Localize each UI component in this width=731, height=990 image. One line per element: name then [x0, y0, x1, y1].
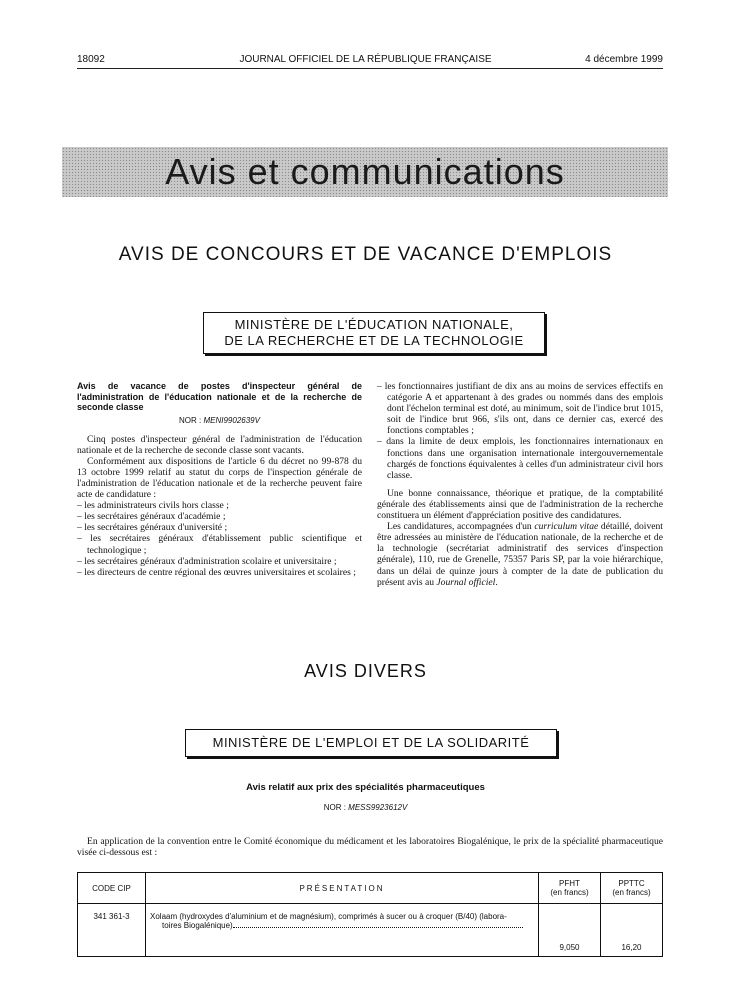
ministry-box-emploi	[185, 729, 557, 757]
list-item: – les secrétaires généraux d'établissement public scientifique et technologique ;	[77, 533, 362, 555]
pharma-intro: En application de la convention entre le Comité économique du médicament et les laboratoires Biogalénique, le prix de la spécialité pharmaceutique visée ci-dessous est :	[77, 836, 663, 858]
notice-paragraph-4: Les candidatures, accompagnées d'un curriculum vitae détaillé, doivent être adressées au ministère de l'éducation nationale, de la recherche et de la technologie (secrétariat administratif des services d'inspection générale), 110, rue de Grenelle, 75357 Paris SP, par la voie hiérarchique, dans un délai de quinze jours à compter de la date de publication du présent avis au Journal officiel.	[377, 521, 663, 588]
candidate-list-right	[377, 381, 663, 481]
section-title-divers: AVIS DIVERS	[304, 661, 427, 681]
notice-left-column	[77, 381, 362, 578]
list-item: – les fonctionnaires justifiant de dix ans au moins de services effectifs en catégorie A et appartenant à des grades ou nommés dans des emplois dont l'échelon terminal est doté, au minimum, soit de l'indice brut 1015, soit de l'indice brut 966, s'ils ont, dans ce dernier cas, exercé des fonctions comptables ;	[377, 381, 663, 436]
notice-nor: NOR : MENI9902639V	[179, 415, 260, 425]
cell-pfht: 9,050	[539, 904, 601, 957]
issue-date: 4 décembre 1999	[585, 54, 663, 65]
notice-paragraph-3: Une bonne connaissance, théorique et pratique, de la comptabilité générale des établissements ainsi que de l'administration de la recherche constituera un élément d'appréciation positive des candidatures.	[377, 487, 663, 522]
list-item: – les directeurs de centre régional des œuvres universitaires et scolaires ;	[77, 567, 362, 578]
header-rule	[77, 68, 663, 69]
ministry-name: MINISTÈRE DE L'EMPLOI ET DE LA SOLIDARITÉ	[212, 735, 530, 750]
candidate-list-left	[77, 500, 362, 578]
section-banner	[62, 147, 668, 197]
list-item: – dans la limite de deux emplois, les fonctionnaires internationaux en fonctions dans une organisation internationale intergouvernementale chargés de fonctions équivalentes à celles d'un administrateur civil hors classe.	[377, 436, 663, 480]
header-presentation: PRÉSENTATION	[146, 873, 539, 904]
list-item: – les administrateurs civils hors classe ;	[77, 500, 362, 511]
section-title-concours: AVIS DE CONCOURS ET DE VACANCE D'EMPLOIS	[118, 244, 613, 265]
price-table	[77, 872, 663, 957]
pharma-nor: NOR : MESS9923612V	[323, 803, 408, 812]
table-header-row	[78, 873, 663, 904]
header-code: CODE CIP	[78, 873, 146, 904]
header-pfht: PFHT (en francs)	[539, 873, 601, 904]
notice-paragraph-1: Cinq postes d'inspecteur général de l'administration de l'éducation nationale et de la recherche de seconde classe sont vacants.	[77, 433, 362, 456]
ministry-line-2: DE LA RECHERCHE ET DE LA TECHNOLOGIE	[224, 333, 524, 348]
notice-paragraph-2: Conformément aux dispositions de l'article 6 du décret no 99-878 du 13 octobre 1999 relatif au statut du corps de l'inspection générale de l'administration de l'éducation nationale et de la recherche peuvent faire acte de candidature :	[77, 455, 362, 501]
cell-code: 341 361-3	[78, 904, 146, 957]
list-item: – les secrétaires généraux d'université ;	[77, 522, 362, 533]
cell-ppttc: 16,20	[601, 904, 663, 957]
notice-right-column	[377, 381, 663, 588]
pharma-nor-code: MESS9923612V	[348, 803, 408, 812]
ministry-box-education	[203, 312, 545, 354]
notice-nor-code: MENI9902639V	[203, 415, 260, 425]
banner-title: Avis et communications	[165, 151, 565, 192]
leader-dots	[233, 927, 523, 928]
notice-heading: Avis de vacance de postes d'inspecteur général de l'administration de l'éducation nationale et de la recherche de seconde classe	[77, 381, 362, 412]
journal-title: JOURNAL OFFICIEL DE LA RÉPUBLIQUE FRANÇAISE	[239, 54, 492, 65]
table-row	[78, 904, 663, 957]
header-ppttc: PPTTC (en francs)	[601, 873, 663, 904]
list-item: – les secrétaires généraux d'administration scolaire et universitaire ;	[77, 556, 362, 567]
page-number: 18092	[77, 54, 105, 65]
pharma-title: Avis relatif aux prix des spécialités pharmaceutiques	[246, 782, 485, 793]
cell-presentation: Xolaam (hydroxydes d'aluminium et de magnésium), comprimés à sucer ou à croquer (B/40) (labora- toires Biogalénique)	[146, 904, 539, 957]
ministry-line-1: MINISTÈRE DE L'ÉDUCATION NATIONALE,	[234, 317, 514, 332]
list-item: – les secrétaires généraux d'académie ;	[77, 511, 362, 522]
